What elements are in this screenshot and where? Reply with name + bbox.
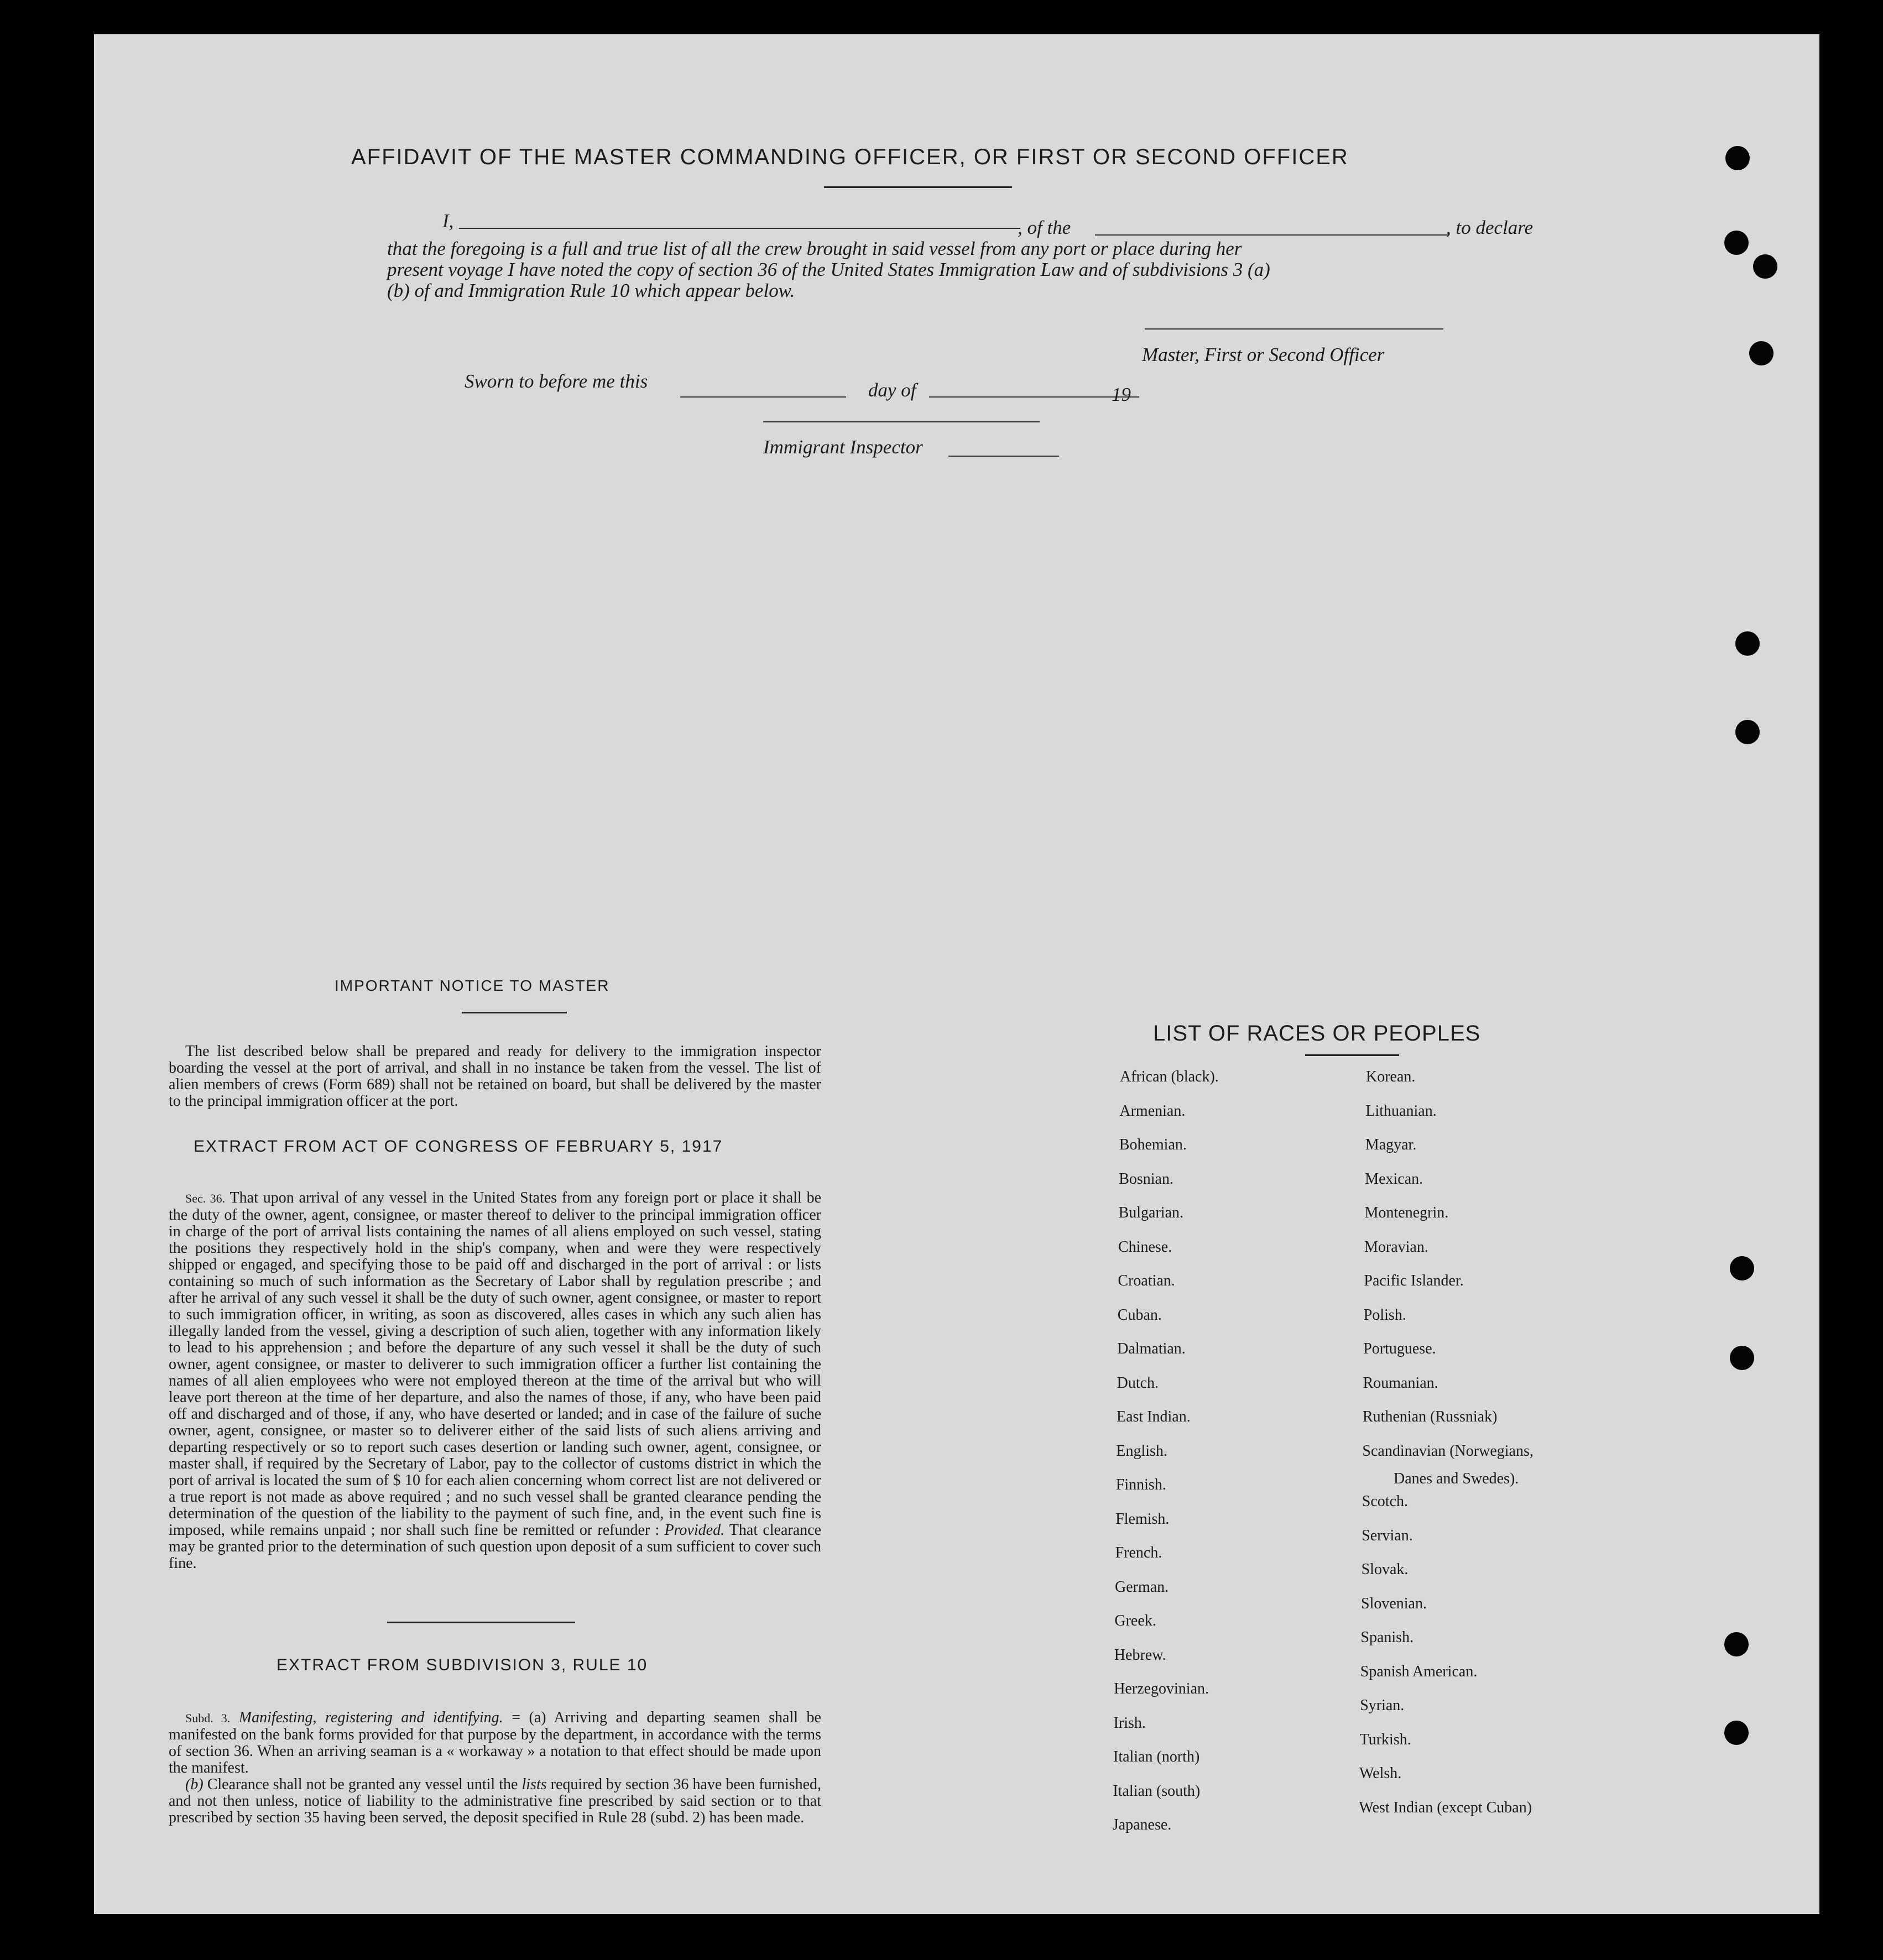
race-item: Spanish American. — [1360, 1663, 1478, 1680]
signature-title: Master, First or Second Officer — [1142, 344, 1385, 365]
punch-hole — [1724, 231, 1749, 255]
vessel-blank[interactable] — [1095, 234, 1449, 236]
race-item: Ruthenian (Russniak) — [1363, 1408, 1498, 1425]
sec-36-text: That upon arrival of any vessel in the United States from any foreign port or place it shall be the duty of the owner, agent, consignee, or master thereof to deliver to the principal immigration officer in charge of the port of arrival lists containing the names of all aliens employed on such vessel, stating the positions they respectively hold in the ship's company, when and were they were respectively shipped or engaged, and specifying those to be paid off and discharged in the port of arrival : or lists containing so much of such information as the Secretary of Labor shall by regulation prescribe ; and after he arrival of any such vessel it shall be the duty of such owner, agent consignee, or master to report to such immigration officer, in writing, as soon as discovered, alles cases in which any such alien has illegally landed from the vessel, giving a description of such alien, together with any information likely to lead to his apprehension ; and before the departure of any such vessel it shall be the duty of such owner, agent consignee, or master to deliverer to such immigration officer a further list containing the names of all alien employees who were not employed thereon at the time of the arrival but who will leave port thereon at the time of her departure, and also the names of those, if any, who have been paid off and discharged and of those, if any, who have deserted or landed; and in case of the failure of suche owner, agent, consignee, or master so to deliverer either of the said lists of such aliens arriving and departing respectively or so to report such cases desertion or landing such owner, agent, consignee, or master shall, if required by the Secretary of Labor, pay to the collector of customs district in which the port of arrival is located the sum of $ 10 for each alien concerning whom correct list are not delivered or a true report is not made as above required ; and no such vessel shall be granted clearance pending the determination of the question of the liability to the payment of such fine, and, in the event such fine is imposed, while remains unpaid ; nor shall such fine be remitted or refunder : — [169, 1189, 822, 1539]
affidavit-heading: AFFIDAVIT OF THE MASTER COMMANDING OFFICER, OR FIRST OR SECOND OFFICER — [351, 145, 1349, 169]
provided-text: Provided. — [664, 1522, 725, 1539]
race-item: East Indian. — [1117, 1408, 1191, 1425]
rule-heading: EXTRACT FROM SUBDIVISION 3, RULE 10 — [277, 1656, 648, 1674]
day-of-text: day of — [868, 379, 916, 401]
races-heading: LIST OF RACES OR PEOPLES — [1153, 1021, 1481, 1046]
year-prefix: 19 — [1112, 384, 1131, 405]
race-item: Dalmatian. — [1117, 1340, 1186, 1357]
race-item: Herzegovinian. — [1114, 1680, 1209, 1697]
race-item: Portuguese. — [1363, 1340, 1436, 1357]
punch-hole — [1753, 254, 1777, 279]
race-item: Polish. — [1363, 1306, 1406, 1324]
punch-hole — [1735, 631, 1760, 656]
race-item: Bohemian. — [1119, 1136, 1187, 1153]
race-item: African (black). — [1120, 1068, 1219, 1085]
signature-blank[interactable] — [1145, 328, 1443, 330]
subd-b-lists: lists — [521, 1776, 547, 1793]
notice-rule — [462, 1012, 567, 1013]
punch-hole — [1724, 1632, 1749, 1656]
race-item: German. — [1115, 1578, 1169, 1596]
sworn-text: Sworn to before me this — [465, 370, 648, 392]
punch-hole — [1730, 1346, 1754, 1370]
race-item: Irish. — [1113, 1714, 1146, 1732]
race-item: English. — [1116, 1442, 1167, 1460]
race-item: Roumanian. — [1363, 1374, 1438, 1392]
race-item: Pacific Islander. — [1364, 1272, 1464, 1289]
race-item: Croatian. — [1118, 1272, 1175, 1289]
subd-a-text: = (a) Arriving and departing seamen shall be manifested on the bank forms provided for that purpose by the department, in accordance with the terms of section 36. When an arriving seaman is a « workaway » a notation to that effect should be made upon the manifest. — [169, 1709, 821, 1776]
race-item: Armenian. — [1119, 1102, 1186, 1120]
race-item: Scandinavian (Norwegians, — [1362, 1442, 1533, 1460]
race-item: Italian (south) — [1113, 1782, 1201, 1800]
sec-label: Sec. 36. — [185, 1191, 226, 1205]
race-item: Finnish. — [1115, 1476, 1166, 1493]
subd-title: Manifesting, registering and identifying. — [238, 1709, 503, 1726]
race-item: Magyar. — [1365, 1136, 1417, 1153]
punch-hole — [1749, 341, 1774, 365]
rule-text — [169, 1710, 821, 1826]
race-item: Bosnian. — [1119, 1170, 1173, 1188]
race-item: Turkish. — [1359, 1731, 1411, 1748]
act-heading: EXTRACT FROM ACT OF CONGRESS OF FEBRUARY 5, 1917 — [194, 1137, 723, 1156]
race-item: Servian. — [1362, 1527, 1413, 1544]
subd-b-text-2: required by section 36 have been furnished, and not then unless, notice of liability to the administrative fine prescribed by said section or to that prescribed by section 35 having been served, the deposit specified in Rule 28 (subd. 2) has been made. — [169, 1776, 821, 1826]
race-item: Montenegrin. — [1364, 1204, 1449, 1221]
race-item: Syrian. — [1360, 1697, 1405, 1714]
notice-text: The list described below shall be prepared and ready for delivery to the immigration inspector boarding the vessel at the port of arrival, and shall in no instance be taken from the vessel. The list of alien members of crews (Form 689) shall not be retained on board, but shall be delivered by the master to the principal immigration officer at the port. — [169, 1043, 821, 1110]
affidavit-line-2: present voyage I have noted the copy of section 36 of the United States Immigration Law and of subdivisions 3 (a) — [387, 259, 1270, 280]
day-blank[interactable] — [680, 396, 846, 398]
punch-hole — [1725, 146, 1750, 170]
race-item: Greek. — [1114, 1612, 1156, 1629]
name-blank[interactable] — [459, 228, 1020, 229]
race-item: Scotch. — [1362, 1493, 1409, 1510]
punch-hole — [1730, 1256, 1754, 1280]
sec-36-tail: That clearance may be granted prior to the determination of such question upon deposit of a sum sufficient to cover such fine. — [169, 1522, 821, 1572]
subd-label: Subd. 3. — [185, 1711, 231, 1725]
race-item: Moravian. — [1364, 1238, 1428, 1256]
document-page — [94, 34, 1819, 1914]
punch-hole — [1735, 720, 1760, 744]
affidavit-i: I, — [442, 210, 454, 232]
act-text — [169, 1190, 821, 1572]
race-item: Bulgarian. — [1118, 1204, 1184, 1221]
race-item: Slovenian. — [1361, 1595, 1427, 1612]
affidavit-line-1: that the foregoing is a full and true list of all the crew brought in said vessel from any port or place during her — [387, 238, 1242, 259]
race-item: Japanese. — [1112, 1816, 1172, 1833]
race-item: Spanish. — [1360, 1629, 1414, 1646]
race-item: Slovak. — [1361, 1561, 1409, 1578]
race-item: Welsh. — [1359, 1765, 1402, 1782]
race-item: Cuban. — [1117, 1306, 1162, 1324]
notice-heading: IMPORTANT NOTICE TO MASTER — [335, 977, 610, 994]
race-item: West Indian (except Cuban) — [1359, 1799, 1532, 1816]
race-item: Hebrew. — [1114, 1646, 1166, 1664]
race-item: Lithuanian. — [1365, 1102, 1437, 1120]
affidavit-of-the: , of the — [1018, 217, 1071, 238]
race-item: Korean. — [1366, 1068, 1416, 1085]
race-item: Mexican. — [1365, 1170, 1423, 1188]
races-rule — [1305, 1054, 1399, 1056]
race-item: Flemish. — [1115, 1510, 1170, 1528]
subd-b-text-1: Clearance shall not be granted any vessel until the — [207, 1776, 518, 1793]
heading-rule — [824, 186, 1012, 188]
affidavit-to-declare: , to declare — [1446, 217, 1533, 238]
race-item: Dutch. — [1117, 1374, 1159, 1392]
race-scandinavian-continued: Danes and Swedes). — [1394, 1470, 1519, 1487]
year-blank[interactable] — [763, 421, 1040, 422]
punch-hole — [1724, 1721, 1749, 1745]
subd-b-label: (b) — [185, 1776, 204, 1793]
race-item: Italian (north) — [1113, 1748, 1200, 1765]
inspector-label: Immigrant Inspector — [763, 436, 923, 458]
act-rule — [387, 1622, 575, 1623]
inspector-blank[interactable] — [948, 456, 1059, 457]
race-item: French. — [1115, 1544, 1162, 1561]
month-blank[interactable] — [929, 396, 1139, 398]
race-item: Chinese. — [1118, 1238, 1172, 1256]
affidavit-line-3: (b) of and Immigration Rule 10 which appear below. — [387, 280, 795, 301]
